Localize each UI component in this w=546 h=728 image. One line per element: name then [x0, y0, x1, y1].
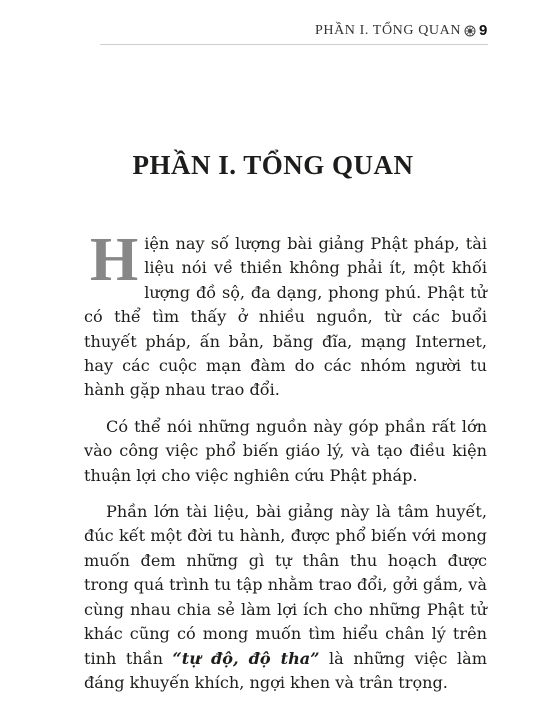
body-text: [84, 226, 487, 695]
chapter-title: PHẦN I. TỔNG QUAN: [132, 150, 414, 180]
page-number: 9: [479, 22, 488, 39]
running-title: PHẦN I. TỔNG QUAN: [314, 22, 462, 38]
paragraph-2: Có thể nói những nguồn này góp phần rất lớn vào công việc phổ biến giáo lý, và tạo điều kiện thuận lợi cho việc nghiên cứu Phật pháp.: [84, 416, 487, 485]
paragraph-1-text: iện nay số lượng bài giảng Phật pháp, tài liệu nói về thiền không phải ít, một khối lượng đồ sộ, đa dạng, phong phú. Phật tử có thể tìm thấy ở nhiều nguồn, từ các buổi thuyết pháp, ấn bản, băng đĩa, mạng Internet, hay các cuộc mạn đàm do các nhóm người tu hành gặp nhau trao đổi.: [84, 234, 487, 400]
running-header: [315, 22, 488, 39]
paragraph-3-text-after: là những việc làm đáng khuyến khích, ngợi khen và trân trọng.: [84, 648, 487, 692]
paragraph-3-text-before: Phần lớn tài liệu, bài giảng này là tâm huyết, đúc kết một đời tu hành, được phổ biến với mong muốn đem những gì tự thân thu hoạch được trong quá trình tu tập nhằm trao đổi, gởi gắm, và cùng nhau chia sẻ làm lợi ích cho những Phật tử khác cũng có mong muốn tìm hiểu chân lý trên tinh thần: [84, 502, 487, 668]
lotus-ornament-icon: [464, 25, 476, 37]
paragraph-3-emphasis: “tự độ, độ tha”: [172, 648, 320, 668]
paragraph-3: [84, 500, 487, 695]
drop-cap: H: [90, 226, 139, 294]
header-divider: [100, 44, 488, 45]
paragraph-1: [84, 226, 487, 403]
